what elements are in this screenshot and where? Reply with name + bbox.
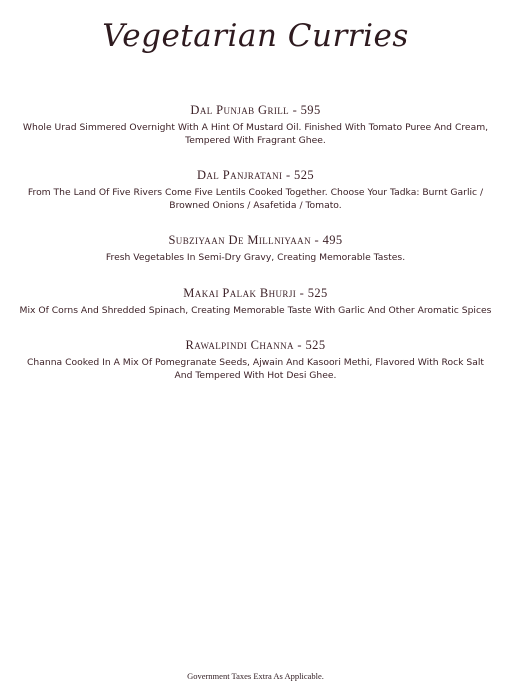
tax-note: Government Taxes Extra As Applicable. [187,671,324,681]
menu-item-description-line: From The Land Of Five Rivers Come Five Lentils Cooked Together. Choose Your Tadka: Burnt Garlic / [27,187,484,198]
menu-item-description [0,187,511,212]
menu-item-description [0,252,511,265]
menu-item [0,168,511,212]
menu-item-name: Dal Punjab Grill - 595 [190,103,321,117]
menu-item [0,233,511,265]
menu-item-name: Subziyaan De Millniyaan - 495 [168,233,343,247]
page-title: Vegetarian Curries [102,18,409,54]
menu-item-description-line: Channa Cooked In A Mix Of Pomegranate Seeds, Ajwain And Kasoori Methi, Flavored With Rock Salt [27,357,484,368]
menu-item-description-line: Tempered With Fragrant Ghee. [185,134,326,146]
menu-item [0,286,511,318]
menu-items [0,103,511,403]
menu-item-description-line: Browned Onions / Asafetida / Tomato. [169,199,342,211]
menu-item-description-line: Whole Urad Simmered Overnight With A Hint Of Mustard Oil. Finished With Tomato Puree And Cream, [22,122,489,133]
menu-item-description [0,357,511,382]
menu-item-name: Dal Panjratani - 525 [196,168,315,182]
menu-item-description-line: And Tempered With Hot Desi Ghee. [174,369,337,381]
menu-item-description-line: Mix Of Corns And Shredded Spinach, Creating Memorable Taste With Garlic And Other Aromatic Spices [19,304,492,316]
menu-item-name: Makai Palak Bhurji - 525 [183,285,328,300]
menu-item-description-line: Fresh Vegetables In Semi-Dry Gravy, Creating Memorable Tastes. [105,252,406,263]
menu-item-description [0,122,511,147]
menu-item-name: Rawalpindi Channa - 525 [185,338,326,352]
menu-item-description [0,305,511,318]
menu-item [0,338,511,382]
menu-item [0,103,511,147]
